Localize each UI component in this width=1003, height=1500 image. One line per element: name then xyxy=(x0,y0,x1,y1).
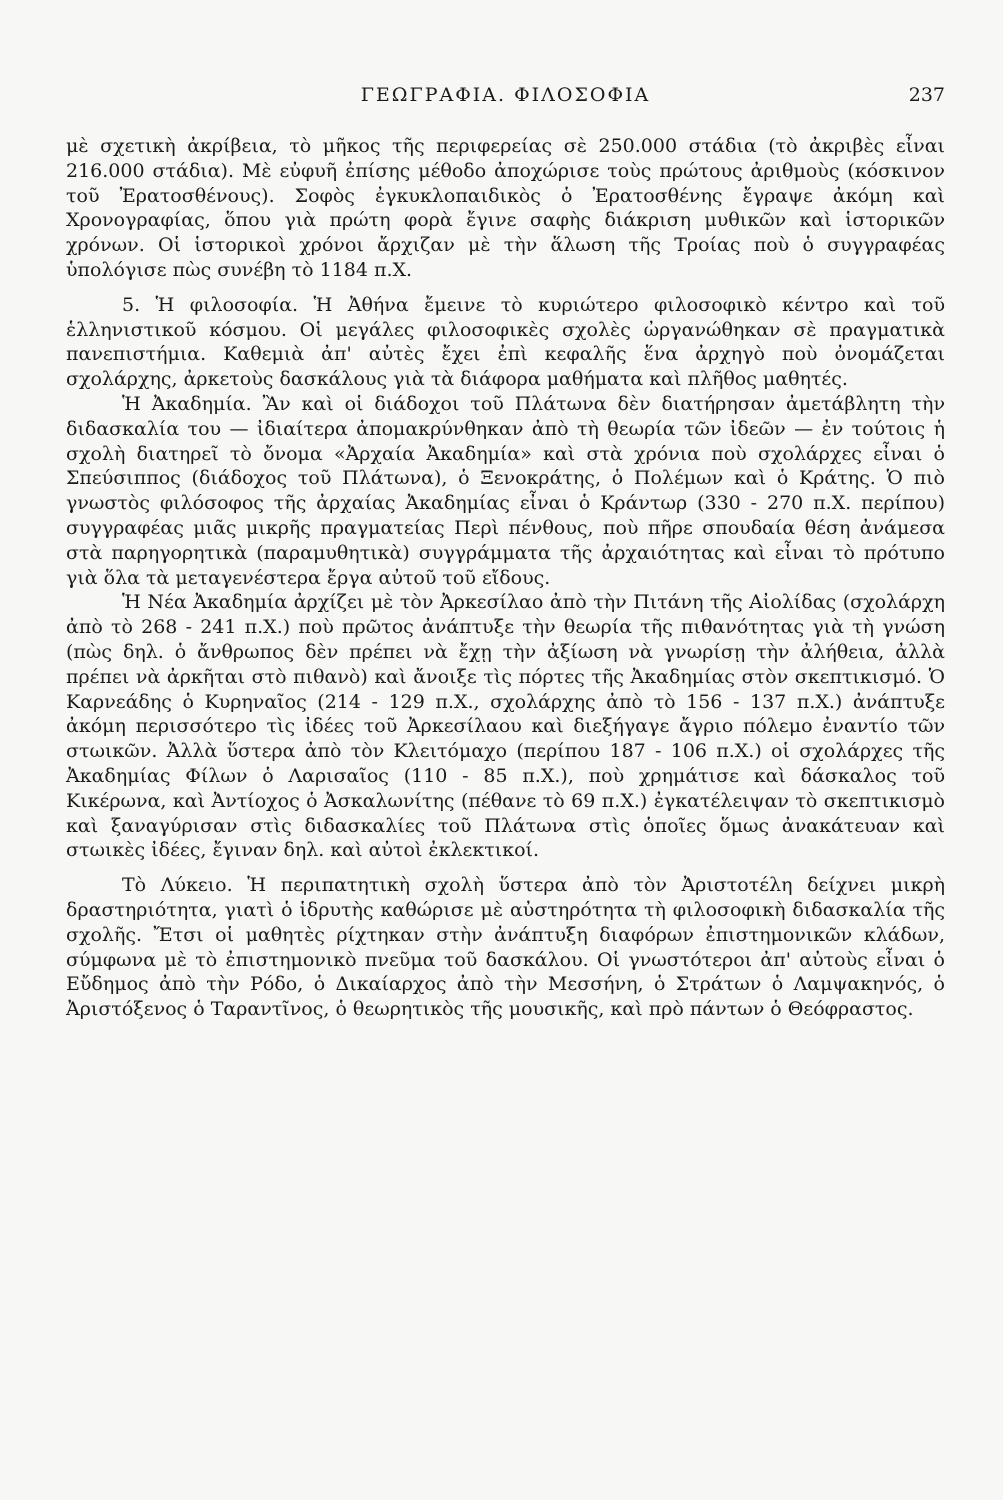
body-text xyxy=(66,134,945,1022)
paragraph-new-academy: Ἡ Νέα Ἀκαδημία ἀρχίζει μὲ τὸν Ἀρκεσίλαο ἀπὸ τὴν Πιτάνη τῆς Αἰολίδας (σχολάρχη ἀπὸ τὸ 268 - 241 π.Χ.) ποὺ πρῶτος ἀνάπτυξε τὴν θεωρία τῆς πιθανότητας γιὰ τὴ γνώση (πὼς δηλ. ὁ ἄνθρωπος δὲν πρέπει νὰ ἔχῃ τὴν ἀξίωση νὰ γνωρίσῃ τὴν ἀλήθεια, ἀλλὰ πρέπει νὰ ἀρκῆται στὸ πιθανὸ) καὶ ἄνοιξε τὶς πόρτες τῆς Ἀκαδημίας στὸν σκεπτικισμό. Ὁ Καρνεάδης ὁ Κυρηναῖος (214 - 129 π.Χ., σχολάρχης ἀπὸ τὸ 156 - 137 π.Χ.) ἀνάπτυξε ἀκόμη περισσότερο τὶς ἰδέες τοῦ Ἀρκεσίλαου καὶ διεξήγαγε ἄγριο πόλεμο ἐναντίο τῶν στωικῶν. Ἀλλὰ ὕστερα ἀπὸ τὸν Κλειτόμαχο (περίπου 187 - 106 π.Χ.) οἱ σχολάρχες τῆς Ἀκαδημίας Φίλων ὁ Λαρισαῖος (110 - 85 π.Χ.), ποὺ χρημάτισε καὶ δάσκαλος τοῦ Κικέρωνα, καὶ Ἀντίοχος ὁ Ἀσκαλωνίτης (πέθανε τὸ 69 π.Χ.) ἐγκατέλειψαν τὸ σκεπτικισμὸ καὶ ξαναγύρισαν στὶς διδασκαλίες τοῦ Πλάτωνα στὶς ὁποῖες ὅμως ἀνακάτευαν καὶ στωικὲς ἰδέες, ἔγιναν δηλ. καὶ αὐτοὶ ἐκλεκτικοί. xyxy=(66,591,945,862)
paragraph-philosophy: 5. Ἡ φιλοσοφία. Ἡ Ἀθήνα ἔμεινε τὸ κυριώτερο φιλοσοφικὸ κέντρο καὶ τοῦ ἑλληνιστικοῦ κόσμου. Οἱ μεγάλες φιλοσοφικὲς σχολὲς ὠργανώθηκαν σὲ πραγματικὰ πανεπιστήμια. Καθεμιὰ ἀπ' αὐτὲς ἔχει ἐπὶ κεφαλῆς ἕνα ἀρχηγὸ ποὺ ὀνομάζεται σχολάρχης, ἀρκετοὺς δασκάλους γιὰ τὰ διάφορα μαθήματα καὶ πλῆθος μαθητές. xyxy=(66,293,945,391)
page-header xyxy=(66,84,945,114)
paragraph-academy: Ἡ Ἀκαδημία. Ἂν καὶ οἱ διάδοχοι τοῦ Πλάτωνα δὲν διατήρησαν ἀμετάβλητη τὴν διδασκαλία του — ἰδιαίτερα ἀπομακρύνθηκαν ἀπὸ τὴ θεωρία τῶν ἰδεῶν — ἐν τούτοις ἡ σχολὴ διατηρεῖ τὸ ὄνομα «Ἀρχαία Ἀκαδημία» καὶ στὰ χρόνια ποὺ σχολάρχες εἶναι ὁ Σπεύσιππος (διάδοχος τοῦ Πλάτωνα), ὁ Ξενοκράτης, ὁ Πολέμων καὶ ὁ Κράτης. Ὁ πιὸ γνωστὸς φιλόσοφος τῆς ἀρχαίας Ἀκαδημίας εἶναι ὁ Κράντωρ (330 - 270 π.Χ. περίπου) συγγραφέας μιᾶς μικρῆς πραγματείας Περὶ πένθους, ποὺ πῆρε σπουδαία θέση ἀνάμεσα στὰ παρηγορητικὰ (παραμυθητικὰ) συγγράμματα τῆς ἀρχαιότητας καὶ εἶναι τὸ πρότυπο γιὰ ὅλα τὰ μεταγενέστερα ἔργα αὐτοῦ τοῦ εἴδους. xyxy=(66,392,945,589)
page-number: 237 xyxy=(908,84,945,106)
paragraph-eratosthenes: μὲ σχετικὴ ἀκρίβεια, τὸ μῆκος τῆς περιφερείας σὲ 250.000 στάδια (τὸ ἀκριβὲς εἶναι 216.000 στάδια). Μὲ εὐφυῆ ἐπίσης μέθοδο ἀποχώρισε τοὺς πρώτους ἀριθμοὺς (κόσκινον τοῦ Ἐρατοσθένους). Σοφὸς ἐγκυκλοπαιδικὸς ὁ Ἐρατοσθένης ἔγραψε ἀκόμη καὶ Χρονογραφίας, ὅπου γιὰ πρώτη φορὰ ἔγινε σαφὴς διάκριση μυθικῶν καὶ ἱστορικῶν χρόνων. Οἱ ἱστορικοὶ χρόνοι ἄρχιζαν μὲ τὴν ἅλωση τῆς Τροίας ποὺ ὁ συγγραφέας ὑπολόγισε πὼς συνέβη τὸ 1184 π.Χ. xyxy=(66,135,945,281)
paragraph-lyceum: Τὸ Λύκειο. Ἡ περιπατητικὴ σχολὴ ὕστερα ἀπὸ τὸν Ἀριστοτέλη δείχνει μικρὴ δραστηριότητα, γιατὶ ὁ ἱδρυτὴς καθώρισε μὲ αὐστηρότητα τὴ φιλοσοφικὴ διδασκαλία τῆς σχολῆς. Ἔτσι οἱ μαθητὲς ρίχτηκαν στὴν ἀνάπτυξη διαφόρων ἐπιστημονικῶν κλάδων, σύμφωνα μὲ τὸ ἐπιστημονικὸ πνεῦμα τοῦ δασκάλου. Οἱ γνωστότεροι ἀπ' αὐτοὺς εἶναι ὁ Εὔδημος ἀπὸ τὴν Ρόδο, ὁ Δικαίαρχος ἀπὸ τὴν Μεσσήνη, ὁ Στράτων ὁ Λαμψακηνός, ὁ Ἀριστόξενος ὁ Ταραντῖνος, ὁ θεωρητικὸς τῆς μουσικῆς, καὶ πρὸ πάντων ὁ Θεόφραστος. xyxy=(66,874,945,1021)
running-head: ΓΕΩΓΡΑΦΙΑ. ΦΙΛΟΣΟΦΙΑ xyxy=(360,84,651,106)
